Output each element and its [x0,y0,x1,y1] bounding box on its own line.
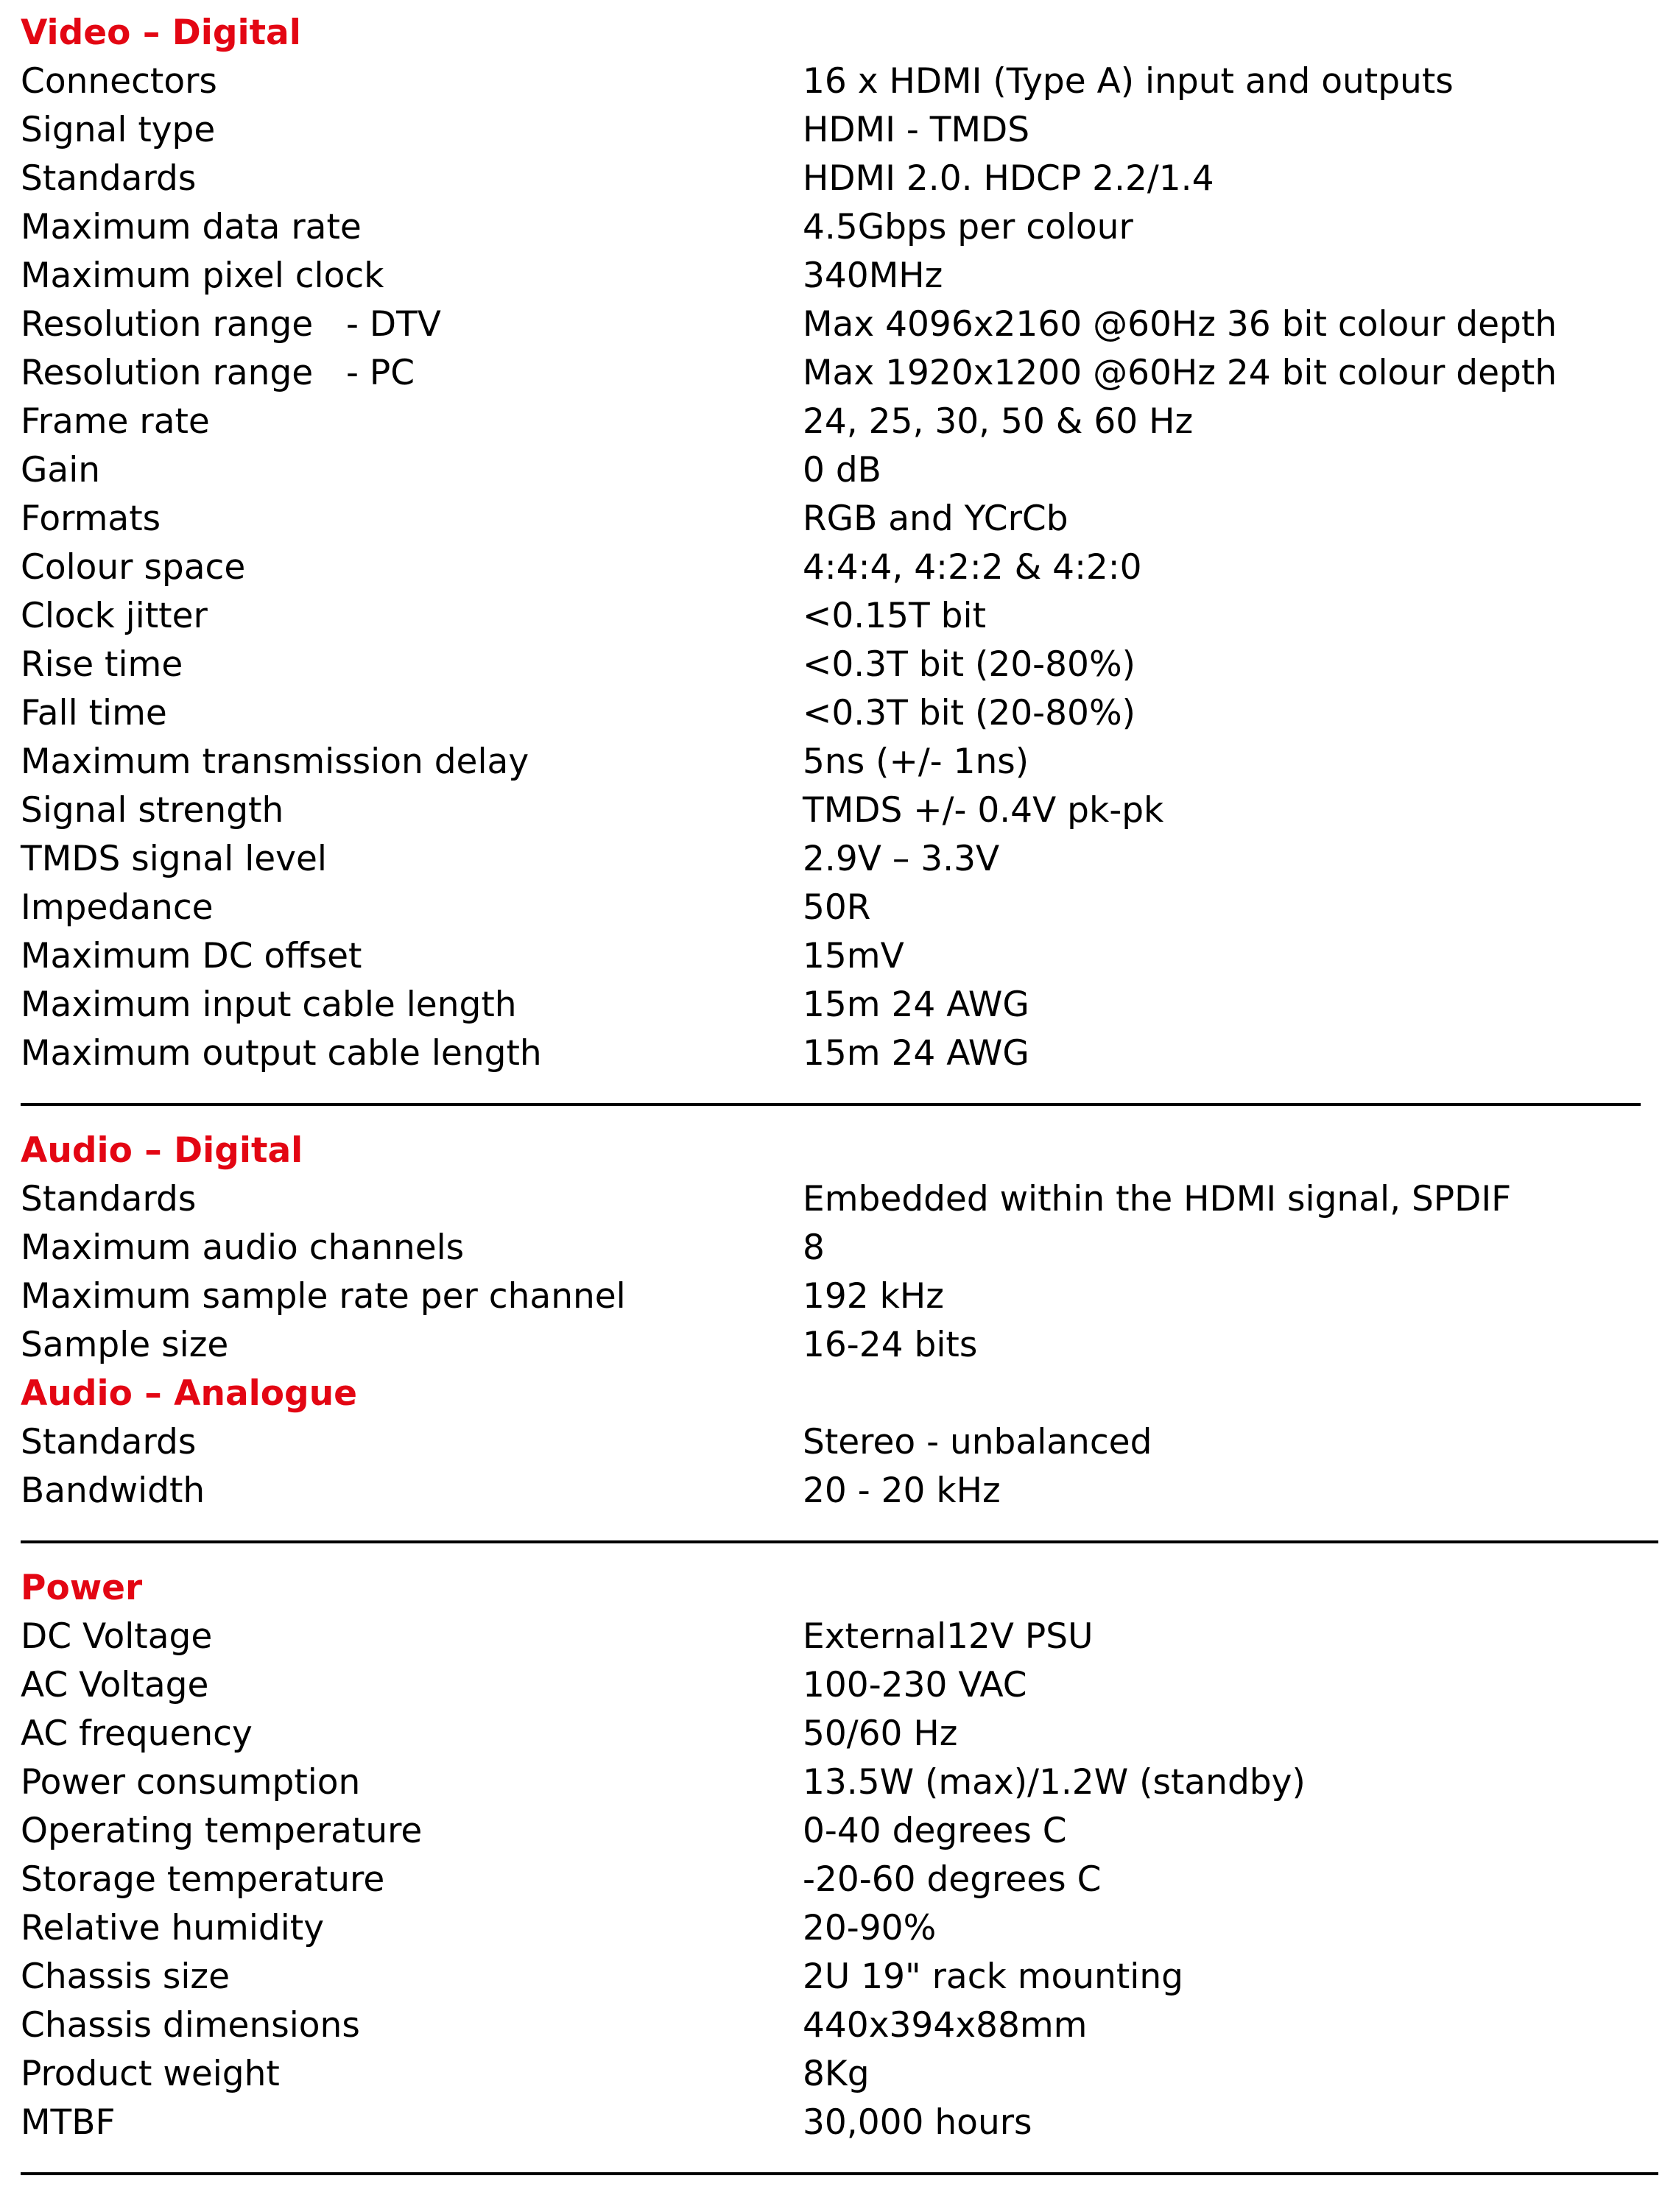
spec-row [21,981,1655,1029]
spec-label: Colour space [21,547,246,588]
spec-label: Maximum audio channels [21,1227,465,1268]
spec-value: 13.5W (max)/1.2W (standby) [803,1762,1306,1803]
spec-row [21,641,1655,689]
spec-value: <0.3T bit (20-80%) [803,644,1135,685]
spec-row [21,884,1655,932]
spec-row [21,1418,1655,1467]
section-heading-audio-digital: Audio – Digital [21,1130,303,1171]
spec-row [21,1758,1655,1807]
spec-row [21,543,1655,592]
spec-row [21,786,1655,835]
spec-label: Connectors [21,61,217,102]
spec-value: 50R [803,887,871,928]
spec-label: Relative humidity [21,1908,325,1948]
spec-row [21,2099,1655,2147]
spec-row [21,300,1655,349]
spec-row [21,203,1655,252]
spec-label: Maximum input cable length [21,985,517,1025]
spec-row [21,932,1655,981]
spec-row [21,398,1655,446]
spec-label: Maximum pixel clock [21,256,384,296]
spec-label: Impedance [21,887,214,928]
spec-label: Resolution range - DTV [21,304,441,345]
spec-row [21,1175,1655,1224]
spec-row [21,1904,1655,1953]
spec-value: External12V PSU [803,1616,1094,1657]
spec-label: Sample size [21,1325,229,1365]
spec-value: 15m 24 AWG [803,1033,1029,1074]
spec-label: Power consumption [21,1762,361,1803]
spec-value: 30,000 hours [803,2102,1032,2143]
spec-label: Gain [21,450,101,490]
spec-row [21,1856,1655,1904]
section-heading-video-digital: Video – Digital [21,13,301,53]
spec-label: Chassis size [21,1956,230,1997]
spec-value: -20-60 degrees C [803,1859,1102,1900]
spec-value: HDMI - TMDS [803,110,1030,150]
spec-sheet [21,9,1655,2196]
spec-row [21,1467,1655,1515]
spec-row [21,2001,1655,2050]
spec-label: Standards [21,158,197,199]
spec-value: 8 [803,1227,825,1268]
spec-value: 0-40 degrees C [803,1811,1067,1851]
spec-value: 2U 19" rack mounting [803,1956,1183,1997]
spec-row [21,1029,1655,1078]
spec-value: 15mV [803,936,904,976]
spec-label: TMDS signal level [21,839,327,879]
section-heading-audio-analogue: Audio – Analogue [21,1373,358,1414]
spec-row [21,1613,1655,1661]
spec-row [21,2050,1655,2099]
spec-label: Operating temperature [21,1811,423,1851]
spec-label: Maximum output cable length [21,1033,542,1074]
spec-value: 4.5Gbps per colour [803,207,1133,247]
spec-value: 440x394x88mm [803,2005,1088,2046]
spec-value: 20-90% [803,1908,937,1948]
spec-value: 16 x HDMI (Type A) input and outputs [803,61,1454,102]
spec-row [21,446,1655,495]
spec-value: 340MHz [803,256,943,296]
spec-row [21,155,1655,203]
spec-label: Signal strength [21,790,284,831]
spec-row [21,57,1655,106]
section-divider [21,2147,1658,2196]
section-divider [21,1078,1641,1127]
spec-value: HDMI 2.0. HDCP 2.2/1.4 [803,158,1214,199]
spec-value: Max 1920x1200 @60Hz 24 bit colour depth [803,353,1557,393]
spec-label: Rise time [21,644,183,685]
spec-value: 100-230 VAC [803,1665,1027,1705]
spec-value: 50/60 Hz [803,1713,958,1754]
spec-label: Fall time [21,693,167,733]
spec-value: 24, 25, 30, 50 & 60 Hz [803,401,1194,442]
spec-label: Bandwidth [21,1470,205,1511]
section-heading-power: Power [21,1568,143,1608]
spec-value: Stereo - unbalanced [803,1422,1152,1462]
spec-row [21,592,1655,641]
spec-label: Standards [21,1422,197,1462]
spec-label: Signal type [21,110,216,150]
spec-value: 20 - 20 kHz [803,1470,1001,1511]
spec-value: RGB and YCrCb [803,499,1068,539]
spec-row [21,1807,1655,1856]
spec-row [21,1953,1655,2001]
spec-row [21,252,1655,300]
spec-value: 4:4:4, 4:2:2 & 4:2:0 [803,547,1142,588]
spec-value: 2.9V – 3.3V [803,839,1000,879]
spec-label: Maximum data rate [21,207,362,247]
spec-row [21,349,1655,398]
spec-row [21,835,1655,884]
spec-label: AC Voltage [21,1665,209,1705]
spec-label: Standards [21,1179,197,1219]
spec-value: 16-24 bits [803,1325,978,1365]
spec-row [21,495,1655,543]
spec-label: Resolution range - PC [21,353,415,393]
spec-value: 8Kg [803,2054,870,2094]
spec-row [21,1710,1655,1758]
spec-label: Formats [21,499,161,539]
spec-row [21,1661,1655,1710]
spec-label: Frame rate [21,401,210,442]
spec-label: Clock jitter [21,596,208,636]
spec-value: 192 kHz [803,1276,944,1317]
spec-row [21,1224,1655,1272]
spec-label: DC Voltage [21,1616,213,1657]
spec-row [21,106,1655,155]
spec-value: TMDS +/- 0.4V pk-pk [803,790,1164,831]
spec-row [21,689,1655,738]
spec-label: Chassis dimensions [21,2005,360,2046]
spec-value: 15m 24 AWG [803,985,1029,1025]
spec-value: Max 4096x2160 @60Hz 36 bit colour depth [803,304,1557,345]
spec-value: 5ns (+/- 1ns) [803,742,1029,782]
spec-value: Embedded within the HDMI signal, SPDIF [803,1179,1512,1219]
spec-row [21,738,1655,786]
spec-label: Storage temperature [21,1859,385,1900]
spec-label: Maximum sample rate per channel [21,1276,626,1317]
spec-row [21,1272,1655,1321]
spec-label: MTBF [21,2102,116,2143]
spec-label: AC frequency [21,1713,253,1754]
spec-row [21,1321,1655,1370]
spec-label: Product weight [21,2054,280,2094]
section-divider [21,1515,1658,1564]
spec-value: 0 dB [803,450,881,490]
spec-label: Maximum transmission delay [21,742,529,782]
spec-value: <0.15T bit [803,596,986,636]
spec-label: Maximum DC offset [21,936,362,976]
spec-value: <0.3T bit (20-80%) [803,693,1135,733]
